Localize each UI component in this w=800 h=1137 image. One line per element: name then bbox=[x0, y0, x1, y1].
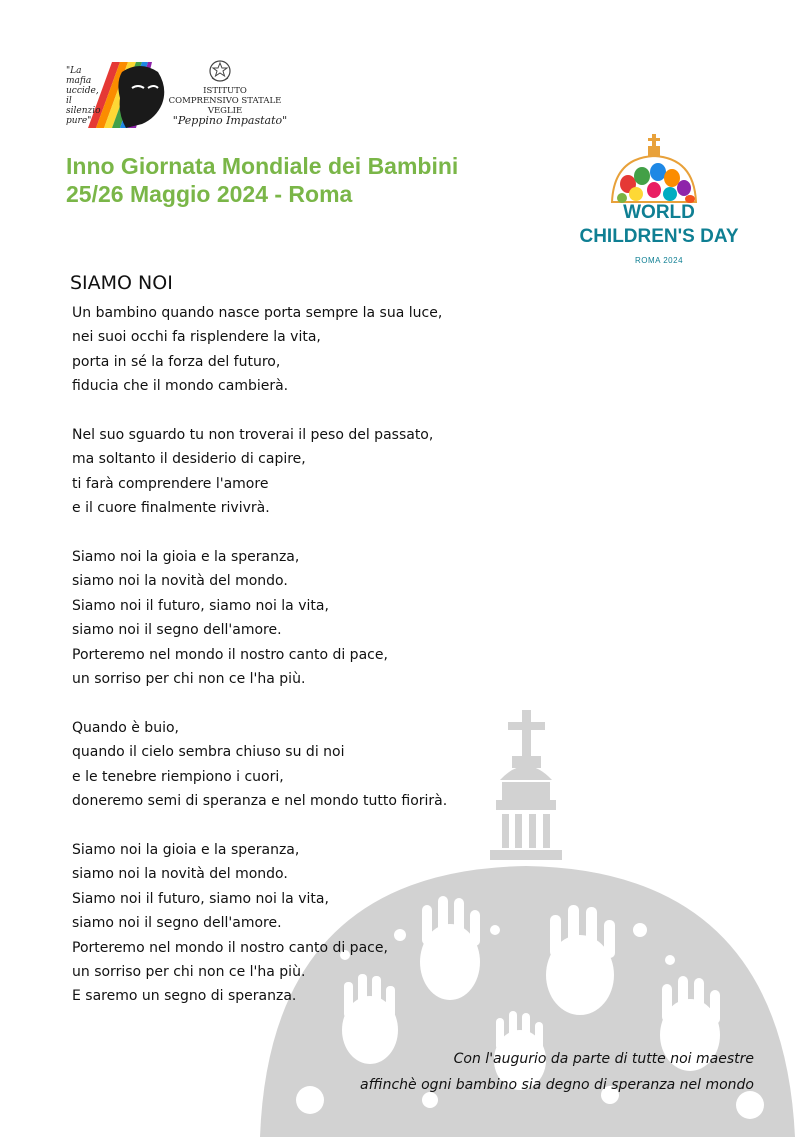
verse-line: fiducia che il mondo cambierà. bbox=[72, 378, 289, 395]
stanza bbox=[72, 838, 542, 1009]
school-name: "Peppino Impastato" bbox=[172, 114, 288, 127]
quote-line: silenzio bbox=[66, 106, 101, 116]
wcd-logo-word-childrens-day: CHILDREN'S DAY bbox=[579, 226, 739, 247]
quote-line: "La bbox=[66, 66, 82, 76]
school-line-type: COMPRENSIVO STATALE bbox=[168, 96, 282, 106]
verse-line: Quando è buio, bbox=[72, 719, 179, 736]
verse-line: Siamo noi il futuro, siamo noi la vita, bbox=[72, 597, 329, 614]
verse-line: siamo noi la novità del mondo. bbox=[72, 573, 288, 590]
verse-line: doneremo semi di speranza e nel mondo tutto fiorirà. bbox=[72, 793, 448, 810]
verse-line: Porteremo nel mondo il nostro canto di pace, bbox=[72, 939, 388, 956]
stanza bbox=[72, 301, 542, 399]
quote-line: pure" bbox=[66, 116, 92, 126]
page-title: Inno Giornata Mondiale dei Bambini bbox=[66, 153, 459, 179]
verse-line: nei suoi occhi fa risplendere la vita, bbox=[72, 329, 321, 346]
handprint-dome-icon bbox=[606, 132, 702, 204]
dedication-line: Con l'augurio da parte di tutte noi maestre bbox=[453, 1051, 754, 1067]
verse-line: Siamo noi la gioia e la speranza, bbox=[72, 549, 300, 566]
stanza bbox=[72, 545, 542, 691]
school-quote bbox=[66, 66, 100, 126]
verse-line: porta in sé la forza del futuro, bbox=[72, 353, 281, 370]
verse-line: ti farà comprendere l'amore bbox=[72, 475, 269, 492]
quote-line: mafia bbox=[66, 76, 92, 86]
verse-line: Siamo noi il futuro, siamo noi la vita, bbox=[72, 890, 329, 907]
school-line-institute: ISTITUTO bbox=[203, 86, 247, 96]
verse-line: Siamo noi la gioia e la speranza, bbox=[72, 841, 300, 858]
song-lyrics bbox=[72, 301, 542, 1033]
verse-line: un sorriso per chi non ce l'ha più. bbox=[72, 963, 306, 980]
verse-line: e le tenebre riempiono i cuori, bbox=[72, 768, 284, 785]
verse-line: Un bambino quando nasce porta sempre la sua luce, bbox=[72, 305, 443, 321]
verse-line: un sorriso per chi non ce l'ha più. bbox=[72, 671, 306, 688]
verse-line: siamo noi il segno dell'amore. bbox=[72, 622, 282, 639]
verse-line: E saremo un segno di speranza. bbox=[72, 988, 297, 1005]
verse-line: Porteremo nel mondo il nostro canto di pace, bbox=[72, 646, 388, 663]
verse-line: ma soltanto il desiderio di capire, bbox=[72, 451, 306, 468]
verse-line: siamo noi il segno dell'amore. bbox=[72, 915, 282, 932]
wcd-logo-word-world: WORLD bbox=[623, 202, 695, 223]
stanza bbox=[72, 423, 542, 521]
verse-line: siamo noi la novità del mondo. bbox=[72, 866, 288, 883]
wcd-logo-subtitle: ROMA 2024 bbox=[634, 256, 684, 265]
stanza bbox=[72, 716, 542, 814]
song-title: SIAMO NOI bbox=[70, 272, 173, 294]
quote-line: uccide, bbox=[66, 86, 99, 96]
verse-line: e il cuore finalmente rivivrà. bbox=[72, 500, 270, 517]
quote-line: il bbox=[66, 96, 72, 106]
verse-line: quando il cielo sembra chiuso su di noi bbox=[72, 744, 345, 761]
verse-line: Nel suo sguardo tu non troverai il peso del passato, bbox=[72, 427, 434, 444]
page-subtitle-date: 25/26 Maggio 2024 - Roma bbox=[66, 181, 353, 207]
dedication-line: affinchè ogni bambino sia degno di speranza nel mondo bbox=[360, 1077, 754, 1093]
school-line-town: VEGLIE bbox=[207, 106, 243, 116]
italian-emblem-icon bbox=[208, 58, 232, 84]
